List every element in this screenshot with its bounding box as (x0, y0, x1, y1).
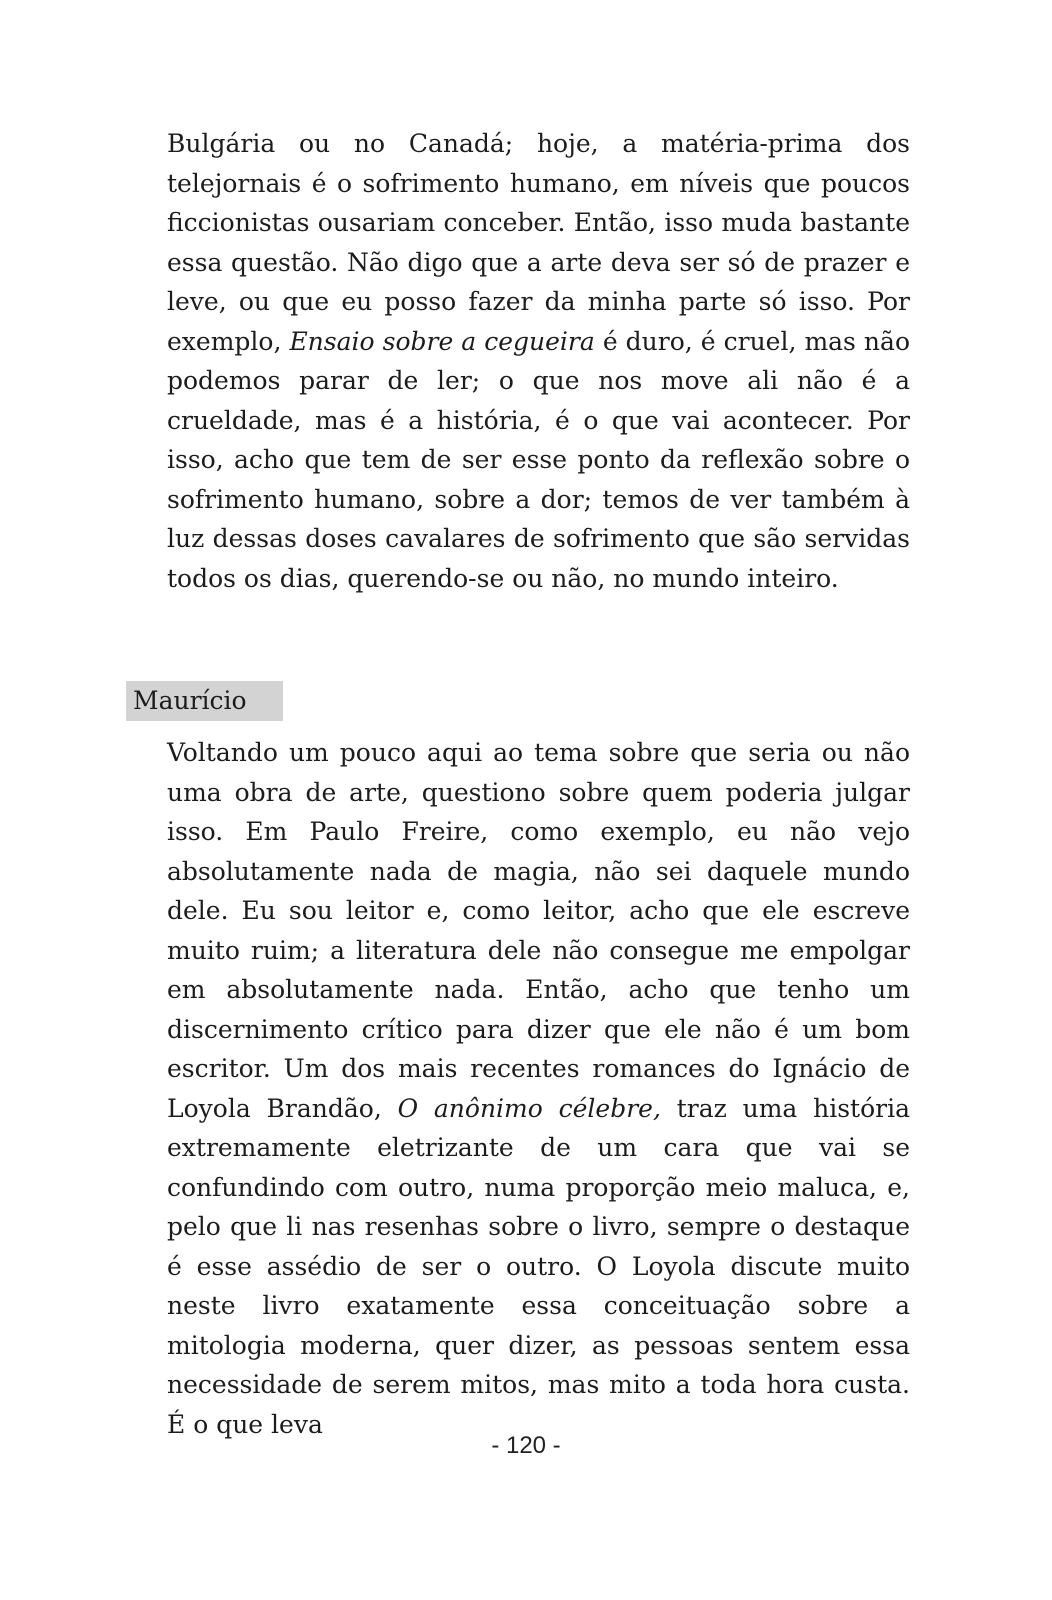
speaker-label: Maurício (126, 681, 283, 721)
body-paragraph-1 (167, 124, 910, 598)
book-title-ensaio: Ensaio sobre a cegueira (289, 326, 595, 356)
paragraph-2-text-b: traz uma história extremamente eletrizante de um cara que vai se confundindo com outro, numa proporção meio maluca, e, pelo que li nas resenhas sobre o livro, sempre o destaque é esse assédio de ser o outro. O Loyola discute muito neste livro exatamente essa conceituação sobre a mitologia moderna, quer dizer, as pessoas sentem essa necessidade de serem mitos, mas mito a toda hora custa. É o que leva (167, 1093, 910, 1439)
book-title-anonimo: O anônimo célebre, (397, 1093, 661, 1123)
paragraph-1-text-a: Bulgária ou no Canadá; hoje, a matéria-prima dos telejornais é o sofrimento humano, em níveis que poucos ficcionistas ousariam conceber. Então, isso muda bastante essa questão. Não digo que a arte deva ser só de prazer e leve, ou que eu posso fazer da minha parte só isso. Por exemplo, (167, 129, 910, 356)
body-paragraph-2 (167, 733, 910, 1444)
paragraph-1-text-b: é duro, é cruel, mas não podemos parar de ler; o que nos move ali não é a crueldade, mas é a história, é o que vai acontecer. Por isso, acho que tem de ser esse ponto da reflexão sobre o sofrimento humano, sobre a dor; temos de ver também à luz dessas doses cavalares de sofrimento que são servidas todos os dias, querendo-se ou não, no mundo inteiro. (167, 326, 910, 593)
page-number: - 120 - (491, 1432, 561, 1459)
paragraph-2-text-a: Voltando um pouco aqui ao tema sobre que seria ou não uma obra de arte, questiono sobre quem poderia julgar isso. Em Paulo Freire, como exemplo, eu não vejo absolutamente nada de magia, não sei daquele mundo dele. Eu sou leitor e, como leitor, acho que ele escreve muito ruim; a literatura dele não consegue me empolgar em absolutamente nada. Então, acho que tenho um discernimento crítico para dizer que ele não é um bom escritor. Um dos mais recentes romances do Ignácio de Loyola Brandão, (167, 738, 910, 1123)
